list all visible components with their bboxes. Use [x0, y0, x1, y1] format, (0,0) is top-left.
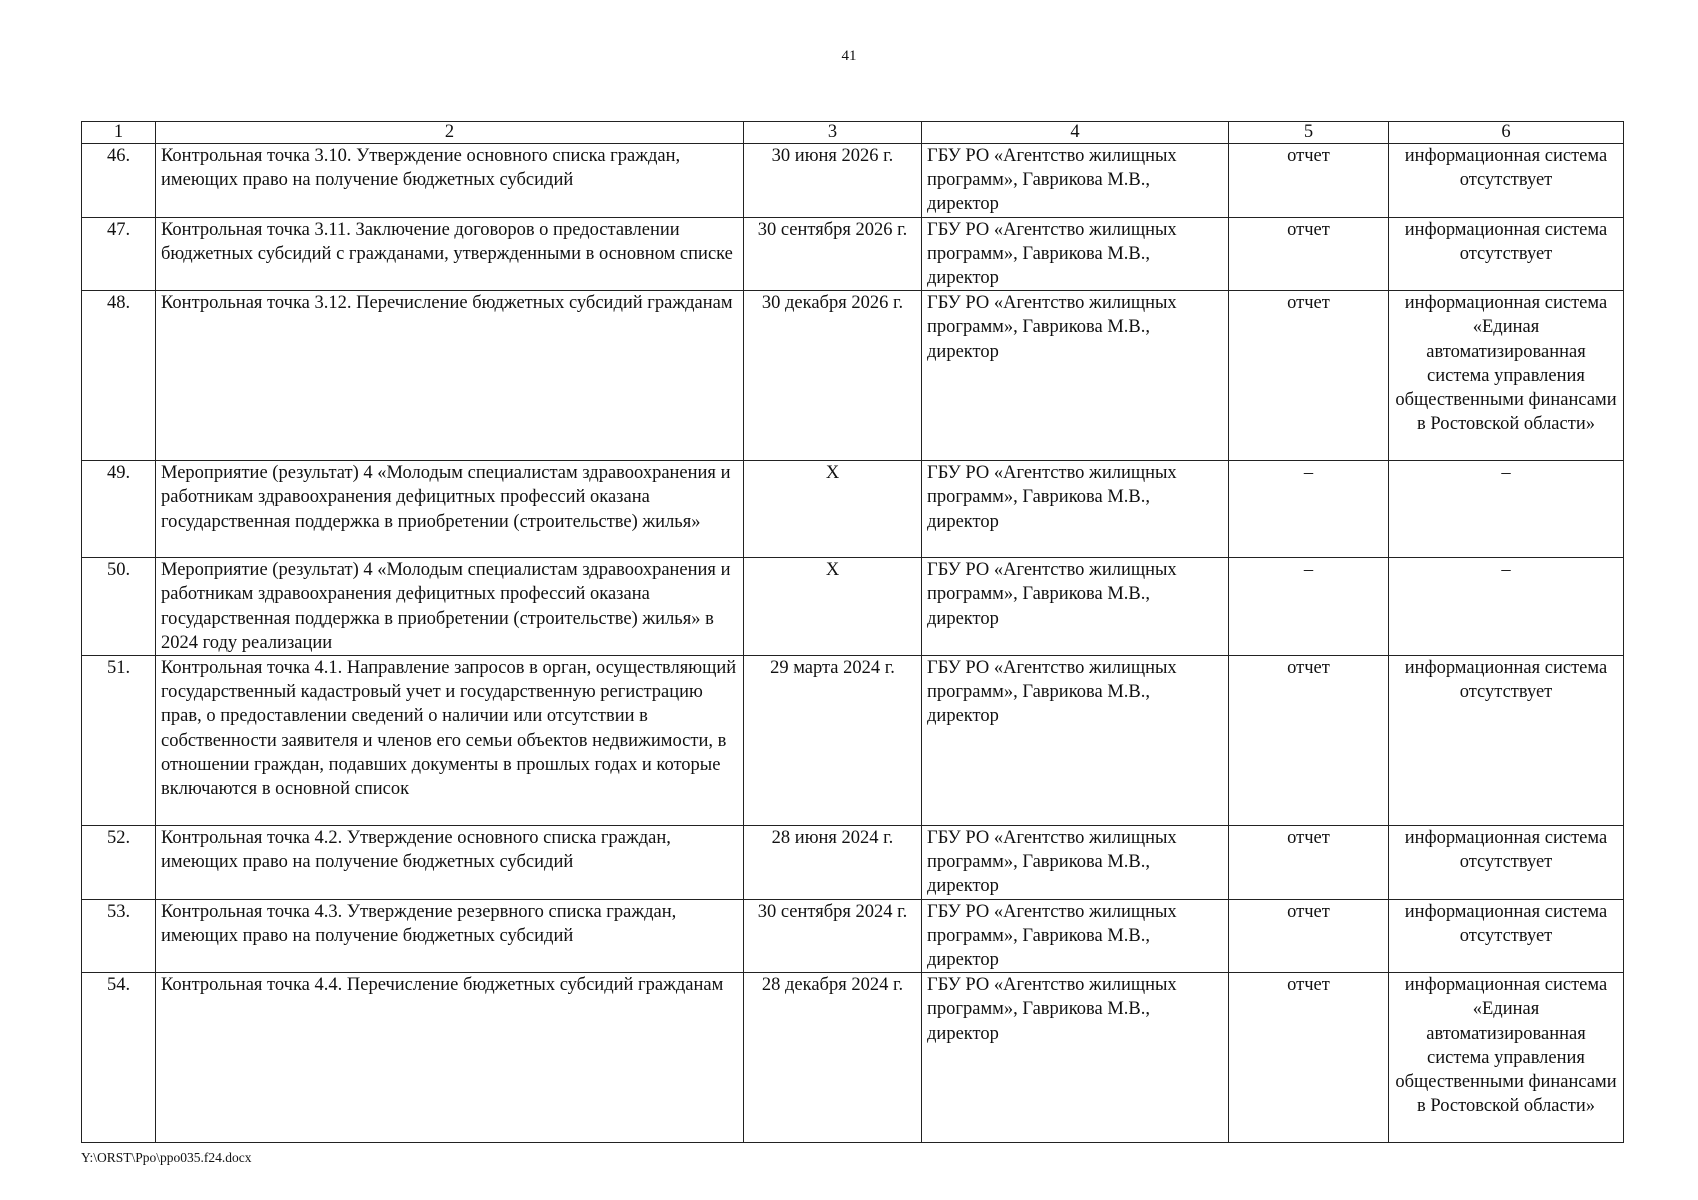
- row-name: Мероприятие (результат) 4 «Молодым специалистам здравоохранения и работникам здравоохранения дефицитных профессий оказана государственная поддержка в приобретении (строительстве) жилья» в 2024 году реализации: [156, 558, 744, 656]
- row-number: 51.: [82, 656, 156, 826]
- row-date: X: [744, 558, 922, 656]
- row-date: 30 сентября 2026 г.: [744, 217, 922, 291]
- row-number: 49.: [82, 461, 156, 558]
- table-row: [82, 656, 1624, 826]
- row-system: информационная система «Единая автоматизированная система управления общественными финансами в Ростовской области»: [1389, 291, 1624, 461]
- row-date: 29 марта 2024 г.: [744, 656, 922, 826]
- row-document: отчет: [1229, 826, 1389, 900]
- row-responsible: ГБУ РО «Агентство жилищных программ», Гаврикова М.В., директор: [922, 899, 1229, 973]
- row-responsible: ГБУ РО «Агентство жилищных программ», Гаврикова М.В., директор: [922, 144, 1229, 218]
- row-name: Контрольная точка 3.10. Утверждение основного списка граждан, имеющих право на получение бюджетных субсидий: [156, 144, 744, 218]
- row-system: информационная система отсутствует: [1389, 144, 1624, 218]
- row-system: информационная система отсутствует: [1389, 899, 1624, 973]
- table-row: [82, 217, 1624, 291]
- row-date: 28 июня 2024 г.: [744, 826, 922, 900]
- table-row: [82, 826, 1624, 900]
- column-header: 5: [1229, 122, 1389, 144]
- row-document: отчет: [1229, 144, 1389, 218]
- row-number: 53.: [82, 899, 156, 973]
- row-system: информационная система отсутствует: [1389, 217, 1624, 291]
- row-number: 52.: [82, 826, 156, 900]
- row-responsible: ГБУ РО «Агентство жилищных программ», Гаврикова М.В., директор: [922, 973, 1229, 1143]
- row-name: Мероприятие (результат) 4 «Молодым специалистам здравоохранения и работникам здравоохранения дефицитных профессий оказана государственная поддержка в приобретении (строительстве) жилья»: [156, 461, 744, 558]
- table-row: [82, 973, 1624, 1143]
- column-header: 6: [1389, 122, 1624, 144]
- column-header: 4: [922, 122, 1229, 144]
- row-responsible: ГБУ РО «Агентство жилищных программ», Гаврикова М.В., директор: [922, 558, 1229, 656]
- row-system: –: [1389, 461, 1624, 558]
- row-number: 54.: [82, 973, 156, 1143]
- row-system: информационная система отсутствует: [1389, 656, 1624, 826]
- row-responsible: ГБУ РО «Агентство жилищных программ», Гаврикова М.В., директор: [922, 217, 1229, 291]
- row-name: Контрольная точка 4.3. Утверждение резервного списка граждан, имеющих право на получение бюджетных субсидий: [156, 899, 744, 973]
- row-system: информационная система отсутствует: [1389, 826, 1624, 900]
- row-document: отчет: [1229, 656, 1389, 826]
- control-points-table: [81, 121, 1624, 1143]
- row-document: –: [1229, 558, 1389, 656]
- row-number: 48.: [82, 291, 156, 461]
- row-name: Контрольная точка 3.11. Заключение договоров о предоставлении бюджетных субсидий с гражданами, утвержденными в основном списке: [156, 217, 744, 291]
- column-header: 1: [82, 122, 156, 144]
- row-responsible: ГБУ РО «Агентство жилищных программ», Гаврикова М.В., директор: [922, 461, 1229, 558]
- footer-file-path: Y:\ORST\Ppo\ppo035.f24.docx: [81, 1150, 252, 1165]
- row-document: отчет: [1229, 217, 1389, 291]
- table-row: [82, 461, 1624, 558]
- row-number: 50.: [82, 558, 156, 656]
- row-name: Контрольная точка 4.2. Утверждение основного списка граждан, имеющих право на получение бюджетных субсидий: [156, 826, 744, 900]
- row-system: информационная система «Единая автоматизированная система управления общественными финансами в Ростовской области»: [1389, 973, 1624, 1143]
- column-header: 2: [156, 122, 744, 144]
- row-number: 47.: [82, 217, 156, 291]
- row-date: 28 декабря 2024 г.: [744, 973, 922, 1143]
- table-row: [82, 291, 1624, 461]
- table-row: [82, 144, 1624, 218]
- row-name: Контрольная точка 4.4. Перечисление бюджетных субсидий гражданам: [156, 973, 744, 1143]
- row-document: отчет: [1229, 899, 1389, 973]
- row-responsible: ГБУ РО «Агентство жилищных программ», Гаврикова М.В., директор: [922, 291, 1229, 461]
- table-row: [82, 899, 1624, 973]
- row-document: отчет: [1229, 973, 1389, 1143]
- row-system: –: [1389, 558, 1624, 656]
- row-responsible: ГБУ РО «Агентство жилищных программ», Гаврикова М.В., директор: [922, 656, 1229, 826]
- row-date: X: [744, 461, 922, 558]
- row-responsible: ГБУ РО «Агентство жилищных программ», Гаврикова М.В., директор: [922, 826, 1229, 900]
- row-date: 30 июня 2026 г.: [744, 144, 922, 218]
- row-name: Контрольная точка 3.12. Перечисление бюджетных субсидий гражданам: [156, 291, 744, 461]
- row-document: –: [1229, 461, 1389, 558]
- column-header: 3: [744, 122, 922, 144]
- row-date: 30 декабря 2026 г.: [744, 291, 922, 461]
- page-number: 41: [841, 48, 857, 64]
- row-name: Контрольная точка 4.1. Направление запросов в орган, осуществляющий государственный кадастровый учет и государственную регистрацию прав, о предоставлении сведений о наличии или отсутствии в собственности заявителя и членов его семьи объектов недвижимости, в отношении граждан, подавших документы в прошлых годах и которые включаются в основной список: [156, 656, 744, 826]
- row-date: 30 сентября 2024 г.: [744, 899, 922, 973]
- row-number: 46.: [82, 144, 156, 218]
- table-header-row: [82, 122, 1624, 144]
- row-document: отчет: [1229, 291, 1389, 461]
- table-row: [82, 558, 1624, 656]
